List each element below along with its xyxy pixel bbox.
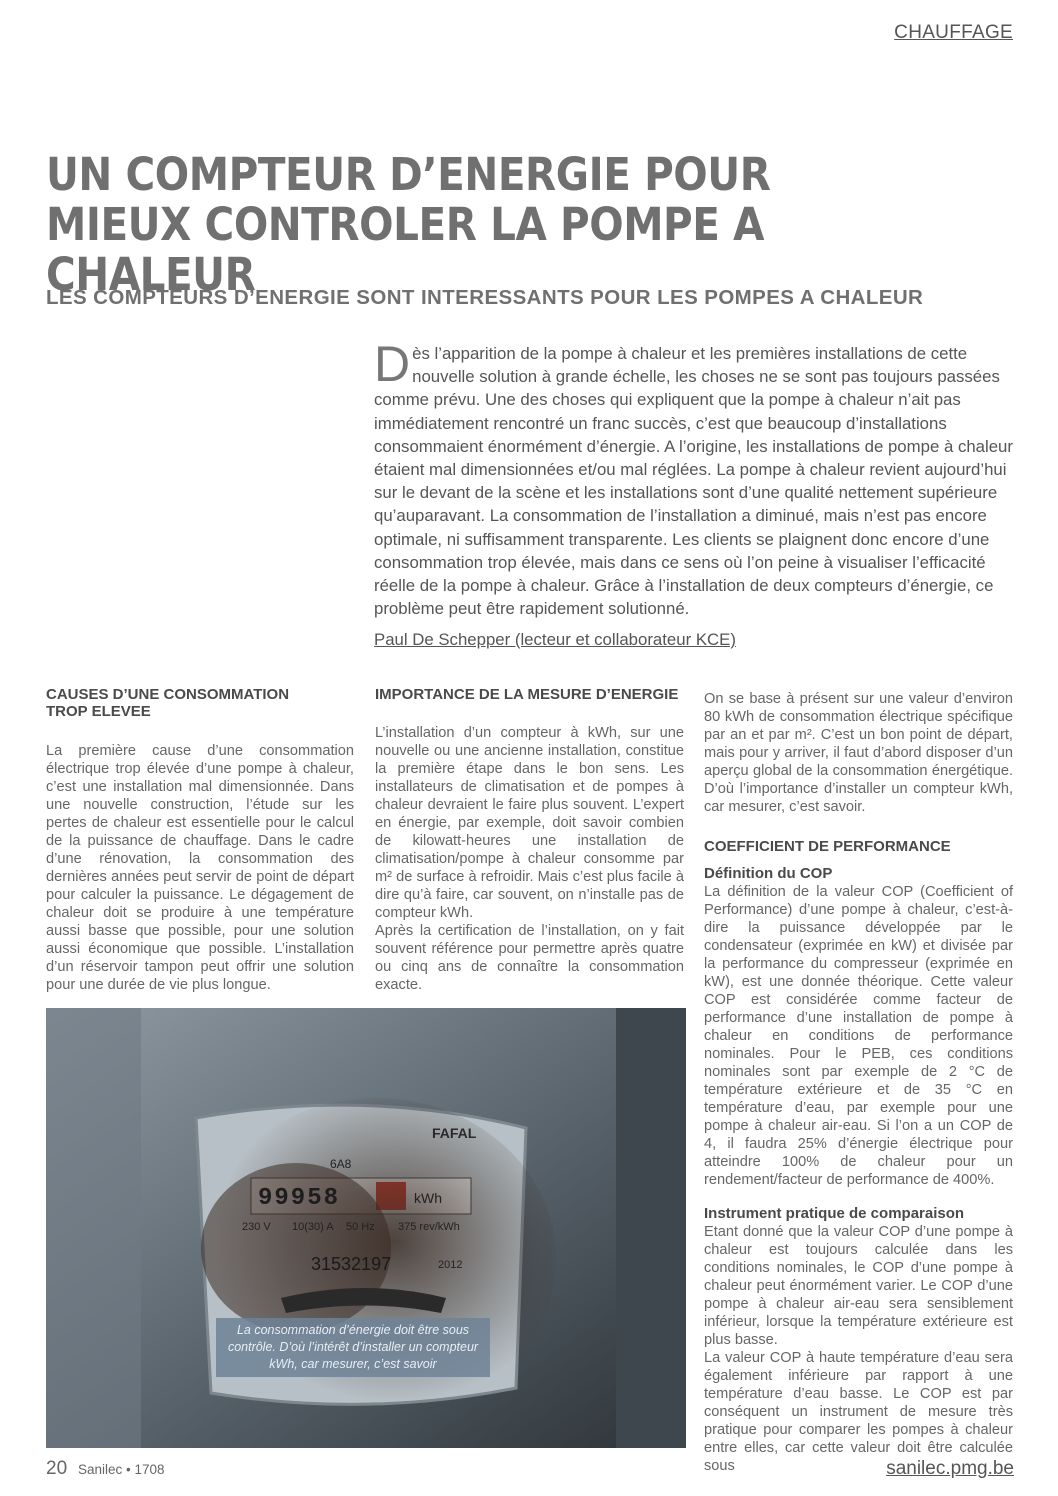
article-subtitle: LES COMPTEURS D’ENERGIE SONT INTERESSANTS POUR LES POMPES A CHALEUR	[46, 286, 924, 309]
meter-unit: kWh	[414, 1190, 442, 1206]
magazine-issue: Sanilec • 1708	[78, 1462, 165, 1477]
causes-body: La première cause d’une consommation électrique trop élevée d’une pompe à chaleur, c’est une installation mal dimensionnée. Dans une nouvelle construction, l’étude sur les pertes de chaleur est essentielle pour le calcul de la puissance de chauffage. Dans le cadre d’une rénovation, la consommation des dernières années peut servir de point de départ pour calculer la puissance. Le dégagement de chaleur doit se produire à une température aussi basse que possible, pour une solution aussi économique que possible. L’installation d’un réservoir tampon peut offrir une solution pour une durée de vie plus longue.	[46, 743, 354, 993]
column-3	[704, 690, 1013, 1475]
col3-intro: On se base à présent sur une valeur d’environ 80 kWh de consommation électrique spécifique par an et par m². C’est un bon point de départ, mais pour y arriver, il faut d’abord disposer d’un aperçu global de la consommation énergétique. D’où l’importance d’installer un compteur kWh, car mesurer, c’est savoir.	[704, 691, 1013, 815]
meter-brand: FAFAL	[432, 1125, 477, 1141]
meter-reading: 99958	[258, 1185, 341, 1212]
column-2	[375, 686, 684, 994]
page-number: 20	[46, 1458, 68, 1479]
intro-text: ès l’apparition de la pompe à chaleur et les premières installations de cette nouvelle solution à grande échelle, les choses ne se sont pas toujours passées comme prévu. Une des choses qui expliquent que la pompe à chaleur n’ait pas immédiatement rencontré un franc succès, c’est que beaucoup d’installations consommaient énormément d’énergie. A l’origine, les installations de pompe à chaleur étaient mal dimensionnées et/ou mal réglées. La pompe à chaleur revient aujourd’hui sur le devant de la scène et les installations sont d’une qualité nettement supérieure qu’auparavant. La consommation de l’installation a diminué, mais n’est pas encore optimale, ni suffisamment transparente. Les clients se plaignent donc encore d’une consommation trop élevée, mais dans ce sens où l’on peine à visualiser l’efficacité réelle de la pompe à chaleur. Grâce à l’installation de deux compteurs d’énergie, ce problème peut être rapidement solutionné.	[374, 344, 1013, 619]
meter-spec-voltage: 230 V	[242, 1221, 271, 1233]
heading-cop: COEFFICIENT DE PERFORMANCE	[704, 838, 951, 855]
heading-causes: CAUSES D’UNE CONSOMMATION TROP ELEVEE	[46, 686, 290, 720]
instrument-body-2: La valeur COP à haute température d’eau sera également inférieure par rapport à une température d’eau basse. Le COP est par conséquent un instrument de mesure très pratique pour comparer les pompes à chaleur entre elles, car cette valeur doit être calculée sous	[704, 1350, 1013, 1474]
subheading-instrument: Instrument pratique de comparaison	[704, 1205, 965, 1222]
instrument-body-1: Etant donné que la valeur COP d’une pompe à chaleur est toujours calculée dans les conditions nominales, le COP d’une pompe à chaleur peut énormément varier. Le COP d’une pompe à chaleur air-eau sera sensiblement inférieur, lorsque la température extérieure est plus basse.	[704, 1224, 1013, 1348]
meter-spec-current: 10(30) A	[292, 1221, 334, 1233]
definition-body: La définition de la valeur COP (Coefficient of Performance) d’une pompe à chaleur, c’est-à-dire la puissance développée par le condensateur (exprimée en kW) et divisée par la performance du compresseur (exprimée en kW), est une donnée théorique. Cette valeur COP est considérée comme facteur de performance d’une installation de pompe à chaleur en conditions de performance nominales. Pour le PEB, ces conditions nominales sont par exemple de 2 °C de température extérieure et de 35 °C en température d’eau, par exemple pour une pompe à chaleur air-eau. Si l’on a un COP de 4, il faudra 25% d’énergie électrique pour atteindre 100% de chaleur pour un rendement/facteur de performance de 400%.	[704, 884, 1013, 1188]
importance-body-2: Après la certification de l’installation, on y fait souvent référence pour permettre après quatre ou cinq ans de connaître la consommation exacte.	[375, 923, 684, 993]
photo-caption: La consommation d’énergie doit être sous contrôle. D’où l’intérêt d’installer un compteur kWh, car mesurer, c’est savoir	[216, 1318, 490, 1377]
meter-spec-rev: 375 rev/kWh	[398, 1221, 460, 1233]
meter-year: 2012	[438, 1259, 463, 1271]
section-tag: CHAUFFAGE	[894, 22, 1013, 43]
author-byline: Paul De Schepper (lecteur et collaborateur KCE)	[374, 630, 736, 649]
website-link[interactable]: sanilec.pmg.be	[886, 1458, 1014, 1479]
meter-model: 6A8	[330, 1157, 352, 1171]
intro-paragraph	[374, 336, 1014, 620]
column-1	[46, 686, 354, 994]
drop-cap: D	[374, 336, 411, 392]
importance-body-1: L’installation d’un compteur à kWh, sur une nouvelle ou une ancienne installation, constitue la première étape dans le bon sens. Les installateurs de climatisation et de pompes à chaleur devraient le faire plus souvent. L’expert en énergie, par exemple, doit savoir combien de kilowatt-heures une installation de climatisation/pompe à chaleur consomme par m² de surface à refroidir. Mais c’est plus facile à dire qu’à faire, car souvent, on n’installe pas de compteur kWh.	[375, 725, 684, 921]
meter-photo	[46, 1008, 686, 1448]
article-title: UN COMPTEUR D’ENERGIE POUR MIEUX CONTROLER LA POMPE A CHALEUR	[46, 148, 771, 301]
meter-spec-freq: 50 Hz	[346, 1221, 375, 1233]
subheading-definition: Définition du COP	[704, 865, 833, 882]
heading-importance: IMPORTANCE DE LA MESURE D’ENERGIE	[375, 686, 679, 703]
meter-serial: 31532197	[311, 1254, 392, 1274]
meter-photo-illustration	[46, 1008, 686, 1448]
